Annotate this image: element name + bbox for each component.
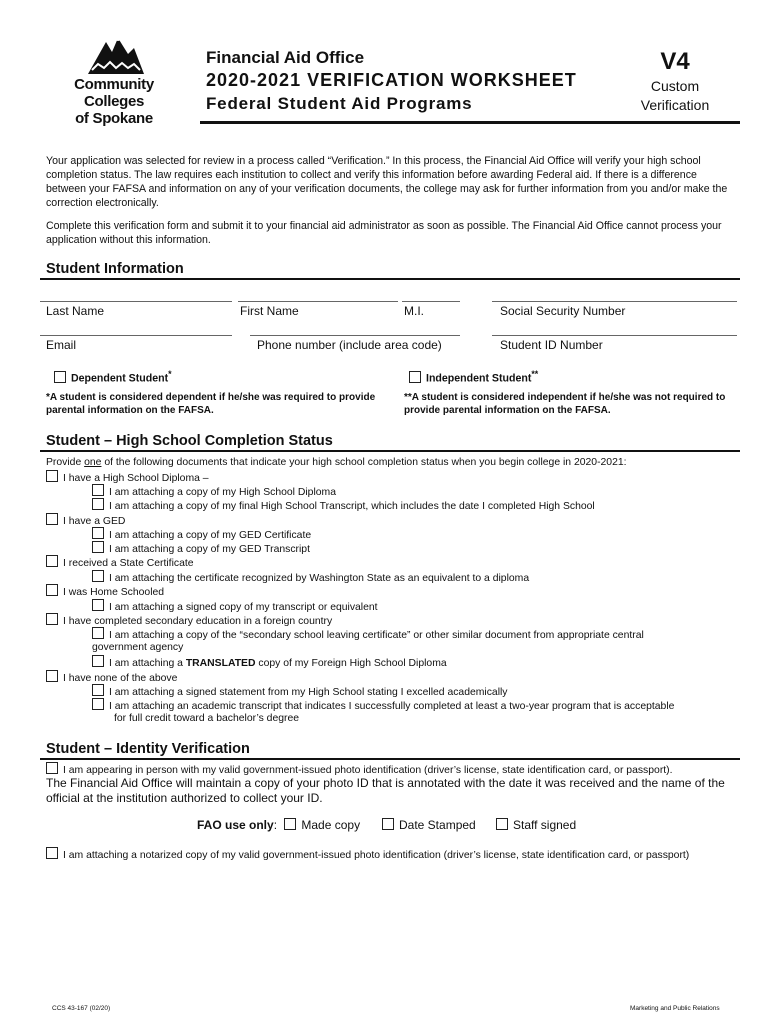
in-person-checkbox[interactable] bbox=[46, 762, 58, 774]
dependent-checkbox[interactable] bbox=[54, 371, 66, 383]
foreign-translated-post: copy of my Foreign High School Diploma bbox=[255, 658, 447, 669]
first-name-field[interactable] bbox=[238, 301, 398, 302]
option-home-schooled[interactable] bbox=[46, 584, 164, 600]
office-name: Financial Aid Office bbox=[206, 48, 365, 67]
notarized-checkbox[interactable] bbox=[46, 847, 58, 859]
made-copy-label: Made copy bbox=[301, 818, 361, 832]
ged-label: I have a GED bbox=[63, 516, 126, 527]
college-logo bbox=[44, 34, 184, 127]
date-stamped-label: Date Stamped bbox=[399, 818, 476, 832]
foreign-translated-bold: TRANSLATED bbox=[185, 658, 256, 669]
date-stamped-checkbox[interactable] bbox=[382, 818, 394, 830]
section-identity-verification: Student – Identity Verification bbox=[46, 741, 250, 757]
none-label: I have none of the above bbox=[63, 673, 178, 684]
student-id-field[interactable] bbox=[492, 335, 737, 336]
dependent-note: *A student is considered dependent if he/she was required to provide parental information on the FAFSA. bbox=[46, 392, 376, 416]
independent-option[interactable] bbox=[409, 369, 538, 385]
state-certificate-label: I received a State Certificate bbox=[63, 558, 194, 569]
none-transcript-label: I am attaching an academic transcript that indicates I successfully completed at least a two-year program that is acceptable bbox=[109, 701, 675, 712]
diploma-label: I have a High School Diploma – bbox=[63, 473, 209, 484]
made-copy-checkbox[interactable] bbox=[284, 818, 296, 830]
independent-note: **A student is considered independent if he/she was not required to provide parental information on the FAFSA. bbox=[404, 392, 726, 416]
mi-label: M.I. bbox=[404, 304, 424, 318]
none-statement-label: I am attaching a signed statement from my High School stating I excelled academically bbox=[109, 687, 508, 698]
hs-instructions bbox=[46, 456, 627, 470]
intro-paragraph-1: Your application was selected for review in a process called “Verification.” In this process, the Financial Aid Office will verify your high school completion status. The law requires each institution to collect and verify this information before awarding Federal aid. If there is a difference between your FAFSA and information on any of your verification documents, the college may ask for further information from you and/or make the correction electronically. bbox=[46, 155, 728, 209]
version-note-1: Custom bbox=[650, 78, 700, 94]
staff-signed-label: Staff signed bbox=[513, 818, 577, 832]
worksheet-title: 2020-2021 VERIFICATION WORKSHEET bbox=[206, 70, 577, 90]
home-transcript-label: I am attaching a signed copy of my transcript or equivalent bbox=[109, 602, 378, 613]
foreign-label: I have completed secondary education in a foreign country bbox=[63, 616, 333, 627]
foreign-certificate-label: I am attaching a copy of the “secondary school leaving certificate” or other similar document from appropriate central bbox=[109, 630, 644, 641]
independent-checkbox[interactable] bbox=[409, 371, 421, 383]
ssn-field[interactable] bbox=[492, 301, 737, 302]
ged-transcript-checkbox[interactable] bbox=[92, 541, 104, 553]
first-name-label: First Name bbox=[240, 304, 299, 318]
state-certificate-copy-label: I am attaching the certificate recognized by Washington State as an equivalent to a diploma bbox=[109, 573, 530, 584]
foreign-checkbox[interactable] bbox=[46, 613, 58, 625]
none-checkbox[interactable] bbox=[46, 670, 58, 682]
foreign-translated-checkbox[interactable] bbox=[92, 655, 104, 667]
logo-line-1: Community Colleges bbox=[74, 76, 154, 110]
ssn-label: Social Security Number bbox=[500, 304, 626, 318]
foreign-certificate-checkbox[interactable] bbox=[92, 627, 104, 639]
independent-mark: ** bbox=[531, 369, 539, 379]
logo-line-2: of Spokane bbox=[75, 110, 153, 127]
state-certificate-copy-checkbox[interactable] bbox=[92, 570, 104, 582]
foreign-translated-pre: I am attaching a bbox=[109, 658, 186, 669]
diploma-copy-label: I am attaching a copy of my High School Diploma bbox=[109, 487, 336, 498]
dependent-label: Dependent Student bbox=[71, 372, 169, 385]
none-transcript-label-cont: for full credit toward a bachelor’s degree bbox=[114, 713, 300, 724]
section-rule bbox=[40, 758, 740, 760]
fao-colon: : bbox=[273, 818, 278, 832]
header-rule bbox=[200, 121, 740, 124]
staff-signed-checkbox[interactable] bbox=[496, 818, 508, 830]
option-notarized[interactable] bbox=[46, 847, 726, 863]
last-name-label: Last Name bbox=[46, 304, 105, 318]
fao-label: FAO use only bbox=[197, 818, 274, 832]
version-box bbox=[620, 48, 730, 114]
diploma-copy-checkbox[interactable] bbox=[92, 484, 104, 496]
diploma-transcript-checkbox[interactable] bbox=[92, 498, 104, 510]
worksheet-subtitle: Federal Student Aid Programs bbox=[206, 94, 473, 113]
ged-transcript-label: I am attaching a copy of my GED Transcript bbox=[109, 544, 310, 555]
ged-certificate-checkbox[interactable] bbox=[92, 527, 104, 539]
version-label: V4 bbox=[660, 48, 690, 75]
option-state-certificate[interactable] bbox=[46, 555, 194, 571]
home-schooled-label: I was Home Schooled bbox=[63, 587, 165, 598]
fao-use-only bbox=[197, 818, 360, 832]
ged-checkbox[interactable] bbox=[46, 513, 58, 525]
intro-paragraph-2: Complete this verification form and submit it to your financial aid administrator as soon as possible. The Financial Aid Office cannot process your application without this information. bbox=[46, 220, 722, 246]
hs-intro-pre: Provide bbox=[46, 457, 85, 468]
fao-date-stamped[interactable] bbox=[382, 818, 476, 832]
option-foreign-translated[interactable] bbox=[92, 655, 447, 671]
form-number: CCS 43-167 (02/20) bbox=[52, 1005, 111, 1012]
section-high-school-status: Student – High School Completion Status bbox=[46, 433, 333, 449]
dependent-option[interactable] bbox=[54, 369, 172, 385]
diploma-transcript-label: I am attaching a copy of my final High School Transcript, which includes the date I completed High School bbox=[109, 501, 595, 512]
section-rule bbox=[40, 278, 740, 280]
email-label: Email bbox=[46, 338, 77, 352]
identity-note: The Financial Aid Office will maintain a copy of your photo ID that is annotated with the date it was received and the name of the official at the institution authorized to collect your ID. bbox=[46, 776, 725, 805]
none-statement-checkbox[interactable] bbox=[92, 684, 104, 696]
last-name-field[interactable] bbox=[40, 301, 232, 302]
phone-label: Phone number (include area code) bbox=[257, 338, 442, 352]
fao-staff-signed[interactable] bbox=[496, 818, 576, 832]
hs-intro-post: of the following documents that indicate your high school completion status when you begin college in 2020-2021: bbox=[101, 457, 627, 468]
student-id-label: Student ID Number bbox=[500, 338, 603, 352]
home-schooled-checkbox[interactable] bbox=[46, 584, 58, 596]
none-transcript-checkbox[interactable] bbox=[92, 698, 104, 710]
notarized-label: I am attaching a notarized copy of my valid government-issued photo identification (driver’s license, state identification card, or passport) bbox=[63, 850, 690, 861]
state-certificate-checkbox[interactable] bbox=[46, 555, 58, 567]
home-transcript-checkbox[interactable] bbox=[92, 599, 104, 611]
section-rule bbox=[40, 450, 740, 452]
option-diploma-transcript[interactable] bbox=[92, 498, 595, 514]
in-person-label: I am appearing in person with my valid government-issued photo identification (driver’s license, state identification card, or passport). bbox=[63, 765, 673, 776]
ged-certificate-label: I am attaching a copy of my GED Certificate bbox=[109, 530, 312, 541]
foreign-certificate-label-cont: government agency bbox=[92, 642, 184, 653]
hs-intro-one: one bbox=[84, 457, 102, 468]
diploma-checkbox[interactable] bbox=[46, 470, 58, 482]
section-student-information: Student Information bbox=[46, 261, 184, 277]
phone-field[interactable] bbox=[250, 335, 460, 336]
version-note-2: Verification bbox=[640, 97, 710, 113]
mi-field[interactable] bbox=[402, 301, 460, 302]
footer-department: Marketing and Public Relations bbox=[630, 1005, 720, 1012]
dependent-mark: * bbox=[168, 369, 172, 379]
email-field[interactable] bbox=[40, 335, 232, 336]
independent-label: Independent Student bbox=[426, 372, 532, 385]
mountain-logo-icon bbox=[88, 34, 144, 76]
